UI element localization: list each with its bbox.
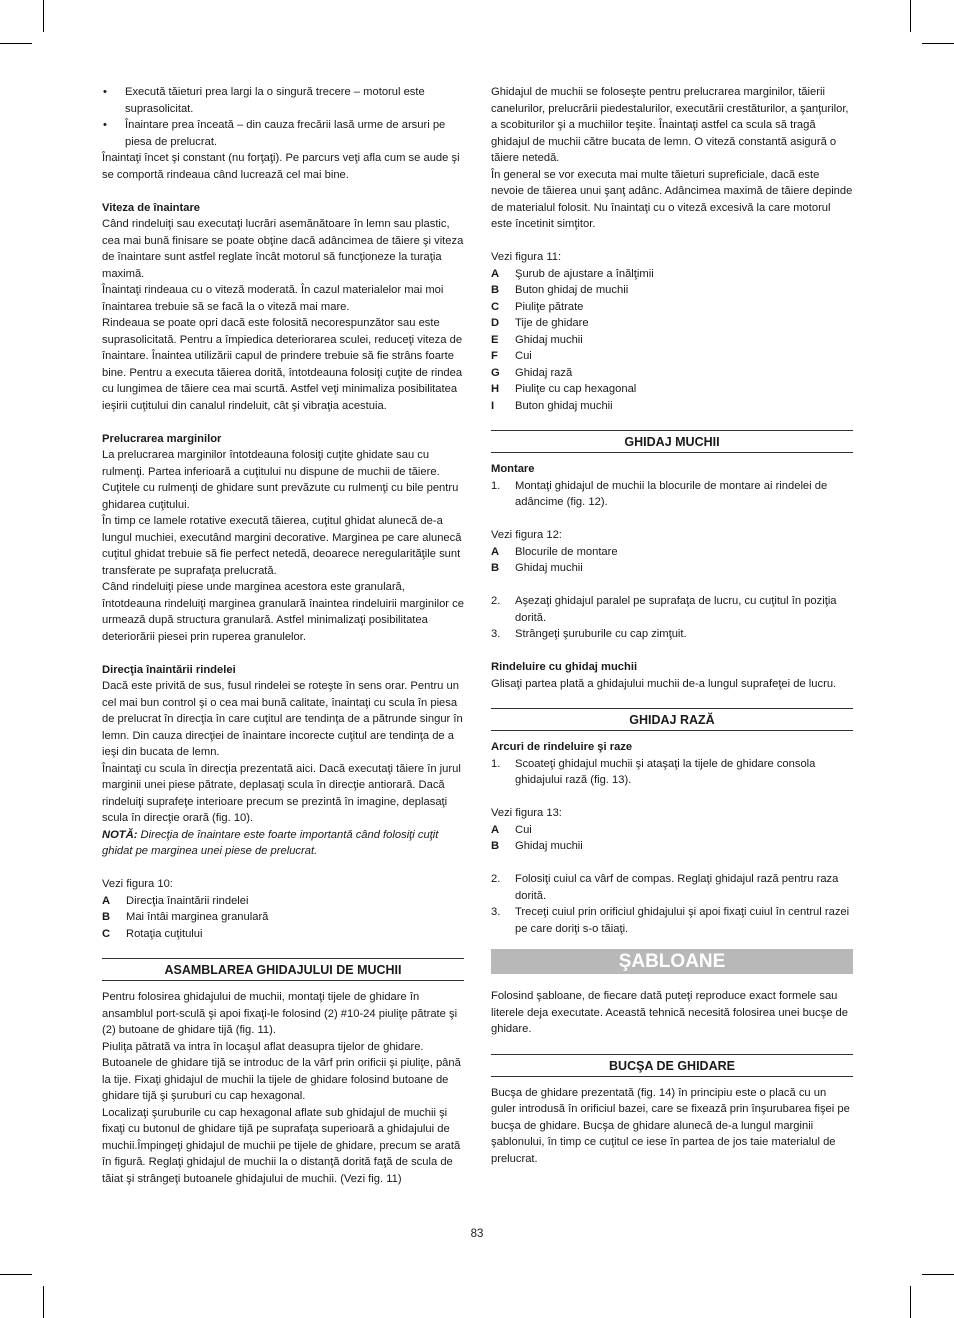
crop-mark [922, 1274, 954, 1275]
list-item: E Ghidaj muchii [491, 333, 583, 346]
section-heading-bucsa: BUCŞA DE GHIDARE [491, 1054, 853, 1077]
paragraph: Înaintaţi cu scula în direcţia prezentată aici. Dacă executaţi tăiere în jurul marginii unei piese pătrate, deplasaţi scula în direcţie antiorară. Dacă rindeluiţi suprafeţe interioare precum se prezintă în imagine, deplasaţi scula în direcţie orară (fig. 10). [102, 762, 461, 824]
section-title-margini: Prelucrarea marginilor [102, 432, 222, 445]
list-item: A Blocurile de montare [491, 545, 618, 558]
list-item: A Şurub de ajustare a înălţimii [491, 267, 654, 280]
paragraph: Rindeaua se poate opri dacă este folosită necorespunzător sau este suprasolicitată. Pentru a împiedica deteriorarea sculei, reduceţi viteza de înaintare. Înaintea utilizării capul de prindere trebuie să fie strâns foarte bine. Pentru a executa tăierea dorită, întotdeauna folosiţi cuţite de rindea cu lungimea de tăiere cea mai scurtă. Astfel veţi minimaliza posibilitatea ieşirii cuţitului din canalul rindeluit, cât şi vibraţia acestuia. [102, 317, 463, 412]
paragraph: Glisaţi partea plată a ghidajului muchii de-a lungul suprafeţei de lucru. [491, 677, 837, 690]
list-item: I Buton ghidaj muchii [491, 399, 613, 412]
section-title-viteza: Viteza de înaintare [102, 201, 201, 214]
intro-paragraph: Înaintaţi încet şi constant (nu forţaţi). Pe parcurs veţi afla cum se aude şi se comportă rindeaua când lucrează cel mai bine. [102, 152, 460, 181]
section-heading-asamblare: ASAMBLAREA GHIDAJULUI DE MUCHII [102, 958, 464, 981]
crop-mark [922, 43, 954, 44]
paragraph: Localizaţi şuruburile cu cap hexagonal aflate sub ghidajul de muchii şi fixaţi cu butonul de ghidare tijă pe suprafaţa superioară a ghidajului de muchii.Împingeţi ghidajul de muchii pe tijele de ghidare, precum se arată în figură. Reglaţi ghidajul de muchii la o distanţă dorită faţă de scula de tăiat şi strângeţi butoanele ghidajului de muchii. (Vezi fig. 11) [102, 1106, 461, 1185]
section-title-montare: Montare [491, 463, 535, 475]
paragraph: Înaintaţi rindeaua cu o viteză moderată. În cazul materialelor mai moi înaintarea trebuie să se facă la o viteză mai mare. [102, 284, 444, 313]
list-item: C Rotaţia cuţitului [102, 927, 203, 940]
paragraph: Bucşa de ghidare prezentată (fig. 14) în principiu este o placă cu un guler introdusă în orificiul bazei, care se fixează prin înşurubarea fişei pe bucşa de ghidare. Bucşa de ghidare alunecă de-a lungul marginii şablonului, în timp ce cuţitul ce iese în partea de jos taie materialul de prelucrat. [491, 1086, 850, 1165]
bullet-dot: • [103, 119, 107, 131]
section-title-rindeluire: Rindeluire cu ghidaj muchii [491, 661, 638, 673]
crop-mark [43, 0, 44, 32]
numbered-step: 2. Aşezaţi ghidajul paralel pe suprafaţa de lucru, cu cuţitul în poziţia dorită. [491, 595, 837, 624]
paragraph: Folosind şabloane, de fiecare dată puteţi reproduce exact formele sau literele deja executate. Această tehnică necesită folosirea unei bucşe de ghidare. [491, 990, 848, 1035]
note-text: Direcţia de înaintare este foarte importantă când folosiţi cuţit ghidat pe marginea unei piese de prelucrat. [102, 828, 439, 857]
numbered-step: 2. Folosiţi cuiul ca vârf de compas. Reglaţi ghidajul rază pentru raza dorită. [491, 873, 839, 902]
paragraph: Pentru folosirea ghidajului de muchii, montaţi tijele de ghidare în ansamblul port-sculă şi apoi fixaţi-le folosind (2) #10-24 piuliţe pătrate şi (2) butoane de ghidare tijă (fig. 11). [102, 991, 458, 1036]
numbered-step: 1. Montaţi ghidajul de muchii la blocurile de montare ai rindelei de adâncime (fig. 12). [491, 479, 828, 508]
bullet-item: • Înaintare prea înceată – din cauza frecării lasă urme de arsuri pe piesa de prelucrat. [103, 119, 446, 148]
paragraph: Când rindeluiţi piese unde marginea acestora este granulară, întotdeauna rindeluiţi marginea granulară înaintea rindeluirii marginilor ce urmează după structura granulară. Astfel minimalizaţi posibilitatea deteriorării piesei prin ruperea granulelor. [102, 581, 464, 643]
figure-reference: Vezi figura 13: [491, 807, 562, 819]
crop-mark [0, 43, 32, 44]
crop-mark [43, 1286, 44, 1318]
list-item: H Piuliţe cu cap hexagonal [491, 383, 637, 395]
paragraph: Piuliţa pătrată va intra în locaşul aflat deasupra tijelor de ghidare. Butoanele de ghidare tijă se introduc de la vârf prin orificii şi piuliţe, până la tije. Fixaţi ghidajul de muchii la tijele de ghidare folosind butoane de ghidare tijă şi şuruburi cu cap hexagonal. [102, 1040, 461, 1102]
paragraph: Când rindeluiţi sau executaţi lucrări asemănătoare în lemn sau plastic, cea mai bună finisare se poate obţine dacă adâncimea de tăiere şi viteza de înaintare sunt astfel reglate încât motorul să funcţioneze la turaţia maximă. [102, 218, 464, 280]
list-item: C Piuliţe pătrate [491, 300, 584, 313]
list-item: A Cui [491, 823, 532, 836]
chapter-heading-sabloane: ŞABLOANE [491, 949, 853, 974]
paragraph: În timp ce lamele rotative execută tăierea, cuţitul ghidat alunecă de-a lungul muchiei, executând margini decorative. Marginea pe care alunecă cuţitul ghidat trebuie să fie perfect netedă, deoarece neregularităţile sunt transferate pe suprafaţa prelucrată. [102, 515, 462, 577]
right-column [491, 84, 853, 1167]
paragraph: În general se vor executa mai multe tăieturi supreficiale, dacă este nevoie de tăierea unui şanţ adânc. Adâncimea maximă de tăiere depinde de materialul folosit. Nu înaintaţi cu o viteză excesivă la care motorul este încetinit simţitor. [491, 168, 853, 230]
numbered-step: 1. Scoateţi ghidajul muchii şi ataşaţi la tijele de ghidare consola ghidajului rază (fig. 13). [491, 757, 816, 786]
list-item: F Cui [491, 350, 532, 362]
left-column [102, 84, 464, 1187]
crop-mark [910, 1286, 911, 1318]
section-title-directia: Direcţia înaintării rindelei [102, 663, 236, 676]
note-label: NOTĂ: [102, 828, 138, 841]
figure-reference: Vezi figura 10: [102, 878, 173, 890]
list-item: B Buton ghidaj de muchii [491, 284, 629, 296]
section-title-arcuri: Arcuri de rindeluire şi raze [491, 741, 633, 753]
crop-mark [0, 1274, 32, 1275]
numbered-step: 3. Strângeţi şuruburile cu cap zimţuit. [491, 628, 687, 640]
figure-reference: Vezi figura 12: [491, 529, 562, 541]
list-item: A Direcţia înaintării rindelei [102, 894, 249, 907]
list-item: G Ghidaj rază [491, 366, 573, 379]
bullet-item: • Execută tăieturi prea largi la o singură trecere – motorul este suprasolicitat. [103, 86, 425, 115]
list-item: D Tije de ghidare [491, 317, 589, 329]
list-item: B Mai întâi marginea granulară [102, 911, 269, 923]
paragraph: Ghidajul de muchii se foloseşte pentru prelucrarea marginilor, tăierii canelurilor, prelucrării piedestalurilor, executării crestăturilor, a şanţurilor, a scobiturilor şi a muchiilor teşite. Înaintaţi astfel ca scula să tragă ghidajul de muchii către bucata de lemn. O viteză constantă asigură o tăiere netedă. [491, 86, 849, 164]
page-number: 83 [470, 1228, 484, 1240]
figure-reference: Vezi figura 11: [491, 251, 562, 263]
section-heading-ghidaj-muchii: GHIDAJ MUCHII [491, 430, 853, 453]
paragraph: La prelucrarea marginilor întotdeauna folosiţi cuţite ghidate sau cu rulmenţi. Partea inferioară a cuţitului nu dispune de muchii de tăiere. Cuţitele cu rulmenţi de ghidare sunt prevăzute cu rulmenţi cu bile pentru ghidarea cuţitului. [102, 449, 459, 511]
list-item: B Ghidaj muchii [491, 840, 583, 852]
numbered-step: 3. Treceţi cuiul prin orificiul ghidajului şi apoi fixaţi cuiul în centrul razei pe care doriţi s-o tăiaţi. [491, 906, 850, 935]
list-item: B Ghidaj muchii [491, 562, 583, 574]
note [102, 827, 464, 860]
bullet-dot: • [103, 86, 107, 98]
crop-mark [910, 0, 911, 32]
section-heading-ghidaj-raza: GHIDAJ RAZĂ [491, 708, 853, 731]
paragraph: Dacă este privită de sus, fusul rindelei se roteşte în sens orar. Pentru un cel mai bun control şi o cea mai bună calitate, înaintaţi cu scula în piesa de prelucrat în direcţia în care cuţitul are tendinţa de a pătrunde singur în lemn. Din cauza direcţiei de înaintare incorecte cuţitul are tendinţa de a ieşi din bucata de lemn. [102, 680, 463, 758]
